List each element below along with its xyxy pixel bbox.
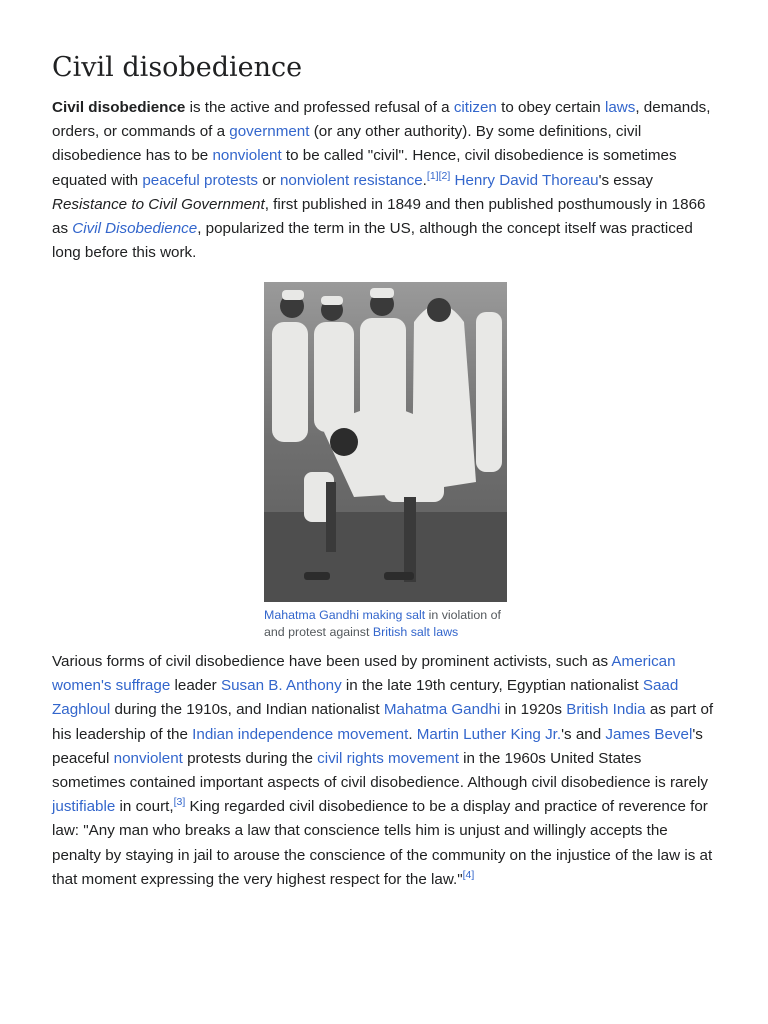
link-thoreau[interactable]: Henry David Thoreau xyxy=(454,171,599,189)
text: 's peaceful xyxy=(52,725,703,767)
reference-2[interactable]: [2] xyxy=(438,169,451,182)
link-nonviolent-2[interactable]: nonviolent xyxy=(113,749,183,767)
caption-link-gandhi-salt[interactable]: Mahatma Gandhi making salt xyxy=(264,608,426,622)
figure-caption xyxy=(264,607,508,641)
text: , first published in 1849 and then published posthumously in 1866 as xyxy=(52,195,706,238)
link-civil-disobedience-essay[interactable]: Civil Disobedience xyxy=(72,220,198,238)
page-title: Civil disobedience xyxy=(52,52,303,83)
link-indian-independence-movement[interactable]: Indian independence movement xyxy=(192,725,409,743)
text: in violation of and protest against xyxy=(264,608,501,639)
text: or xyxy=(258,171,280,189)
text: . xyxy=(422,171,427,189)
intro-paragraph xyxy=(52,96,718,265)
text: , demands, orders, or commands of a xyxy=(52,99,711,141)
link-mahatma-gandhi[interactable]: Mahatma Gandhi xyxy=(383,701,501,719)
link-peaceful-protests[interactable]: peaceful protests xyxy=(142,171,259,189)
text: in the 1960s United States sometimes contained important aspects of civil disobedience. Although civil disobedience is rarely xyxy=(52,749,708,792)
figure xyxy=(264,282,508,641)
text: as part of his leadership of the xyxy=(52,701,714,743)
link-james-bevel[interactable]: James Bevel xyxy=(605,725,693,743)
reference-1[interactable]: [1] xyxy=(426,169,439,182)
text: . xyxy=(408,725,417,743)
text: leader xyxy=(170,677,221,695)
link-womens-suffrage[interactable]: American women's suffrage xyxy=(52,653,676,695)
term-bold: Civil disobedience xyxy=(52,99,186,116)
text: during the 1910s, and Indian nationalist xyxy=(110,701,384,719)
link-nonviolent-resistance[interactable]: nonviolent resistance xyxy=(279,171,423,189)
link-government[interactable]: government xyxy=(229,123,310,141)
gandhi-salt-photo[interactable] xyxy=(264,282,507,602)
text: in 1920s xyxy=(500,701,567,719)
link-civil-rights-movement[interactable]: civil rights movement xyxy=(317,749,459,767)
link-citizen[interactable]: citizen xyxy=(453,99,497,116)
text: to obey certain xyxy=(496,99,605,116)
text: Various forms of civil disobedience have been used by prominent activists, such as xyxy=(52,653,612,670)
link-justifiable[interactable]: justifiable xyxy=(52,798,116,816)
link-saad-zaghloul[interactable]: Saad Zaghloul xyxy=(52,677,679,719)
link-susan-b-anthony[interactable]: Susan B. Anthony xyxy=(220,677,342,695)
text: protests during the xyxy=(182,749,318,767)
caption-link-salt-laws[interactable]: British salt laws xyxy=(372,625,459,639)
reference-3[interactable]: [3] xyxy=(173,796,186,809)
text: to be called "civil". Hence, civil disobedience is sometimes equated with xyxy=(52,147,677,189)
essay-title: Resistance to Civil Government xyxy=(52,195,265,213)
text: 's and xyxy=(561,725,606,743)
link-laws[interactable]: laws xyxy=(604,99,636,116)
text: in court, xyxy=(115,798,174,816)
text: in the late 19th century, Egyptian nationalist xyxy=(341,677,643,695)
text: (or any other authority). By some definitions, civil disobedience has to be xyxy=(52,123,642,165)
activists-paragraph xyxy=(52,650,718,892)
reference-4[interactable]: [4] xyxy=(462,868,475,881)
text: King regarded civil disobedience to be a display and practice of reverence for law: "Any man who breaks a law that conscience tells him is unjust and willingly accepts the penalty by staying in jail to arouse the conscience of the community on the injustice of the law is at that moment expressing the very highest respect for the law." xyxy=(52,798,713,888)
text: 's essay xyxy=(598,171,653,189)
text: , popularized the term in the US, although the concept itself was practiced long before this work. xyxy=(52,220,693,262)
link-martin-luther-king[interactable]: Martin Luther King Jr. xyxy=(416,725,562,743)
text: is the active and professed refusal of a xyxy=(185,99,454,116)
link-british-india[interactable]: British India xyxy=(566,701,646,719)
link-nonviolent[interactable]: nonviolent xyxy=(212,147,282,165)
